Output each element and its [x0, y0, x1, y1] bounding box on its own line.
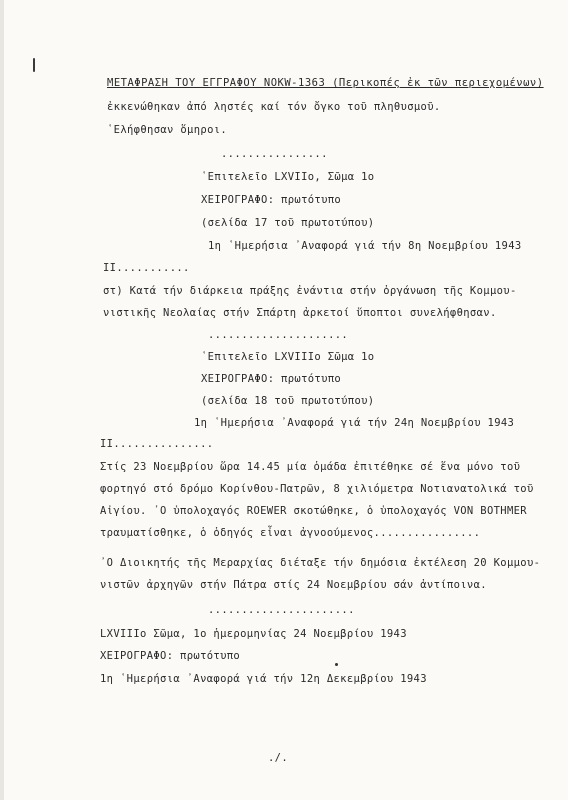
section2-text: φορτηγό στό δρόμο Κορίνθου-Πατρῶν, 8 χιλιόμετρα Νοτιανατολικά τοῦ: [100, 483, 534, 495]
section2-order-text: νιστῶν ἀρχηγῶν στήν Πάτρα στίς 24 Νοεμβρίου σάν ἀντίποινα.: [100, 579, 487, 591]
page-footer-mark: ./.: [268, 752, 289, 764]
section2-text: Αἰγίου. ᾿Ο ὑπολοχαγός ROEWER σκοτώθηκε, ὁ ὑπολοχαγός VON BOTHMER: [100, 505, 527, 517]
section2-text: τραυματίσθηκε, ὁ ὁδηγός εἶναι ἀγνοούμενος................: [100, 527, 481, 539]
section1-type: ΧΕΙΡΟΓΡΑΦΟ: πρωτότυπο: [201, 194, 342, 206]
section2-marker: II...............: [100, 438, 214, 450]
document-page: [4, 0, 568, 800]
ink-dot: [335, 663, 338, 666]
intro-line: ῾Ελήφθησαν ὅμηροι.: [107, 124, 228, 136]
separator: .....................: [208, 329, 349, 341]
section2-type: ΧΕΙΡΟΓΡΑΦΟ: πρωτότυπο: [201, 373, 342, 385]
section1-report: 1η ῾Ημερήσια ᾿Αναφορά γιά τήν 8η Νοεμβρίου 1943: [208, 240, 522, 252]
section1-text: νιστικῆς Νεολαίας στήν Σπάρτη ἀρκετοί ὕποπτοι συνελήφθησαν.: [103, 307, 497, 319]
separator: ......................: [208, 604, 355, 616]
separator: ................: [221, 148, 328, 160]
section2-page: (σελίδα 18 τοῦ πρωτοτύπου): [201, 395, 375, 407]
section1-text: στ) Κατά τήν διάρκεια πράξης ἐνάντια στήν ὀργάνωση τῆς Κομμου-: [103, 285, 517, 297]
margin-mark: [33, 58, 35, 72]
section2-order-text: ᾿Ο Διοικητής τῆς Μεραρχίας διέταξε τήν δημόσια ἐκτέλεση 20 Κομμου-: [100, 557, 541, 569]
section2-source: ῾Επιτελεῖο LXVIIIο Σῶμα 1ο: [201, 351, 375, 363]
section2-report: 1η ῾Ημερήσια ᾿Αναφορά γιά τήν 24η Νοεμβρίου 1943: [194, 417, 515, 429]
intro-line: ἐκκενώθηκαν ἀπό ληστές καί τόν ὄγκο τοῦ πληθυσμοῦ.: [107, 101, 441, 113]
section1-page: (σελίδα 17 τοῦ πρωτοτύπου): [201, 217, 375, 229]
section3-type: ΧΕΙΡΟΓΡΑΦΟ: πρωτότυπο: [100, 650, 241, 662]
section2-text: Στίς 23 Νοεμβρίου ὥρα 14.45 μία ὁμάδα ἐπιτέθηκε σέ ἕνα μόνο τοῦ: [100, 461, 521, 473]
section1-source: ῾Επιτελεῖο LXVIIο, Σῶμα 1ο: [201, 171, 375, 183]
document-title: ΜΕΤΑΦΡΑΣΗ ΤΟΥ ΕΓΓΡΑΦΟΥ NOKW-1363 (Περικοπές ἐκ τῶν περιεχομένων): [107, 77, 544, 89]
section3-report: 1η ῾Ημερήσια ᾿Αναφορά γιά τήν 12η Δεκεμβρίου 1943: [100, 673, 427, 685]
section1-marker: II...........: [103, 262, 190, 274]
section3-source: LXVIIIο Σῶμα, 1ο ἡμερομηνίας 24 Νοεμβρίου 1943: [100, 628, 407, 640]
